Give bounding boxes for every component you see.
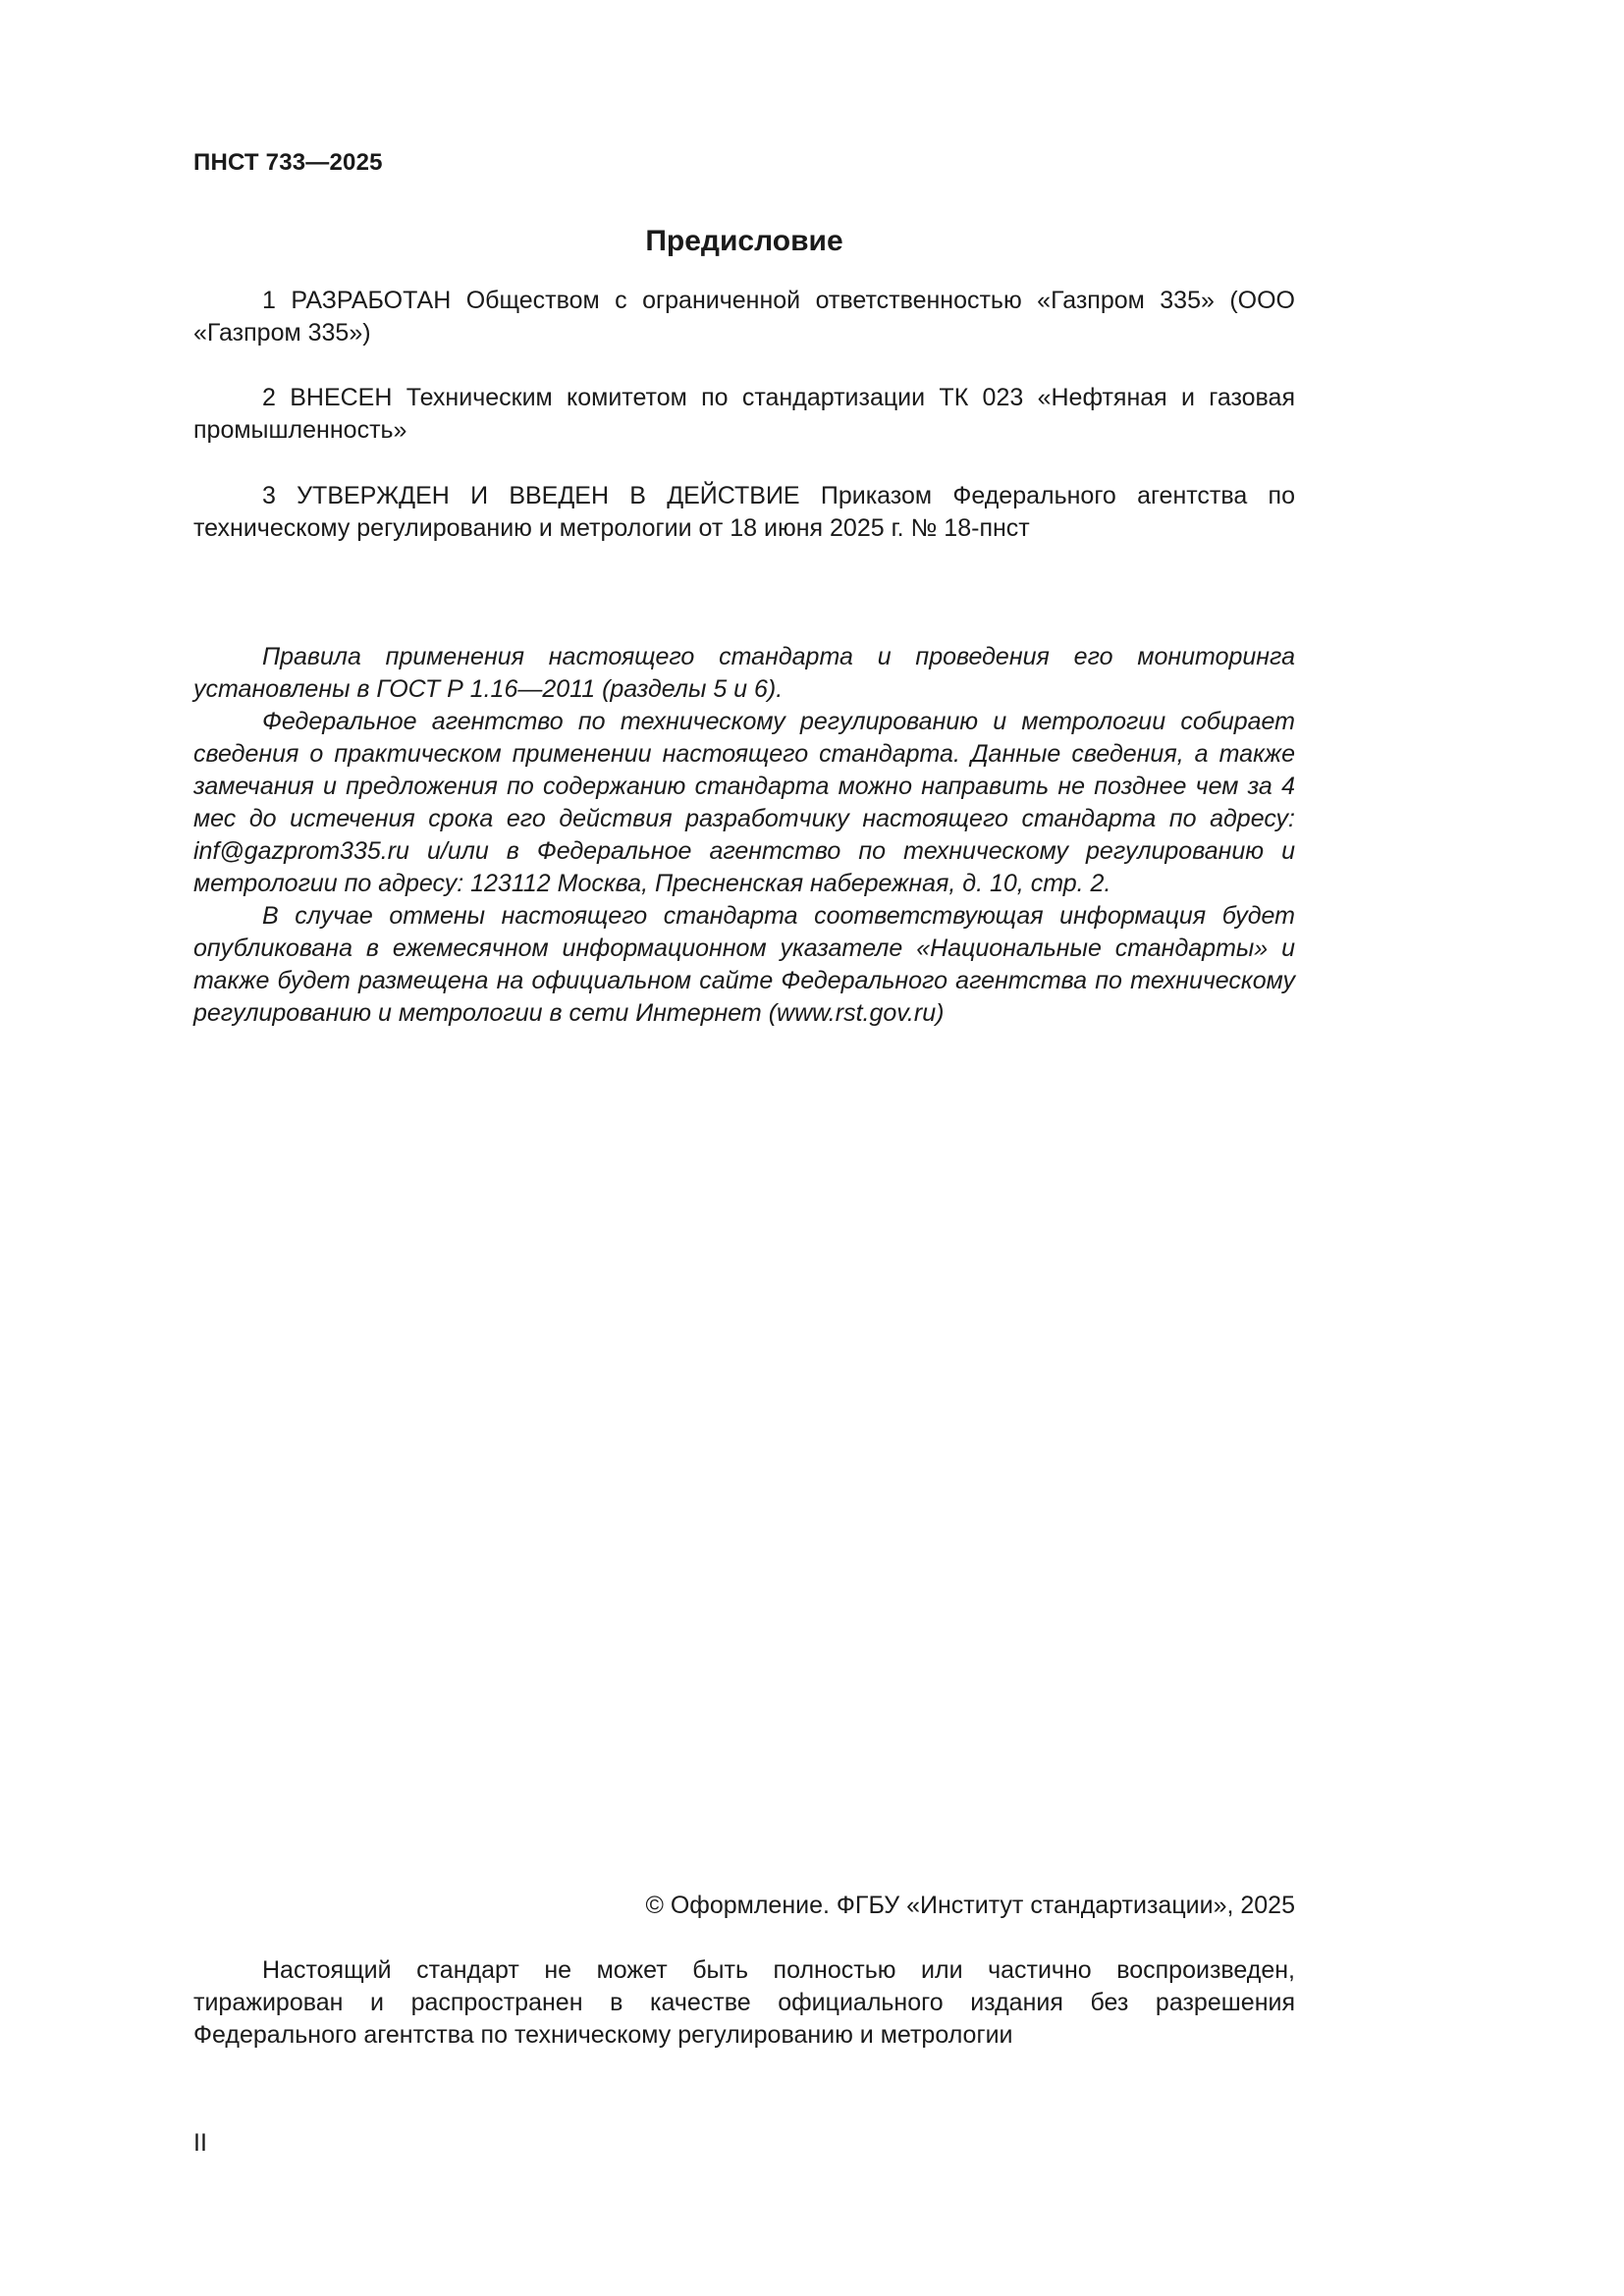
document-code: ПНСТ 733—2025 <box>193 149 383 176</box>
page-number: II <box>193 2129 207 2157</box>
application-rules-notes <box>193 641 1295 1030</box>
foreword-item-text: 2 ВНЕСЕН Техническим комитетом по стандартизации ТК 023 «Нефтяная и газовая промышленность» <box>193 384 1295 444</box>
foreword-item-text: 1 РАЗРАБОТАН Обществом с ограниченной ответственностью «Газпром 335» (ООО «Газпром 335») <box>193 287 1295 347</box>
page-title: Предисловие <box>645 225 843 257</box>
foreword-item-text: 3 УТВЕРЖДЕН И ВВЕДЕН В ДЕЙСТВИЕ Приказом Федерального агентства по техническому регулированию и метрологии от 18 июня 2025 г. № 18-пнст <box>193 482 1295 542</box>
foreword-item-introduced <box>193 382 1295 447</box>
note-paragraph: Правила применения настоящего стандарта и проведения его мониторинга установлены в ГОСТ Р 1.16—2011 (разделы 5 и 6). <box>193 643 1295 703</box>
reproduction-rights-notice <box>193 1954 1295 2052</box>
note-paragraph: Федеральное агентство по техническому регулированию и метрологии собирает сведения о практическом применении настоящего стандарта. Данные сведения, а также замечания и предложения по содержанию стандарта можно направить не позднее чем за 4 мес до истечения срока его действия разработчику настоящего стандарта по адресу: inf@gazprom335.ru и/или в Федеральное агентство по техническому регулированию и метрологии по адресу: 123112 Москва, Пресненская набережная, д. 10, стр. 2. <box>193 708 1295 897</box>
copyright-notice: © Оформление. ФГБУ «Институт стандартизации», 2025 <box>645 1892 1295 1919</box>
rights-paragraph: Настоящий стандарт не может быть полностью или частично воспроизведен, тиражирован и распространен в качестве официального издания без разрешения Федерального агентства по техническому регулированию и метрологии <box>193 1956 1295 2049</box>
note-paragraph: В случае отмены настоящего стандарта соответствующая информация будет опубликована в ежемесячном информационном указателе «Национальные стандарты» и также будет размещена на официальном сайте Федерального агентства по техническому регулированию и метрологии в сети Интернет (www.rst.gov.ru) <box>193 902 1295 1027</box>
foreword-item-approved <box>193 480 1295 545</box>
foreword-item-developed <box>193 285 1295 349</box>
